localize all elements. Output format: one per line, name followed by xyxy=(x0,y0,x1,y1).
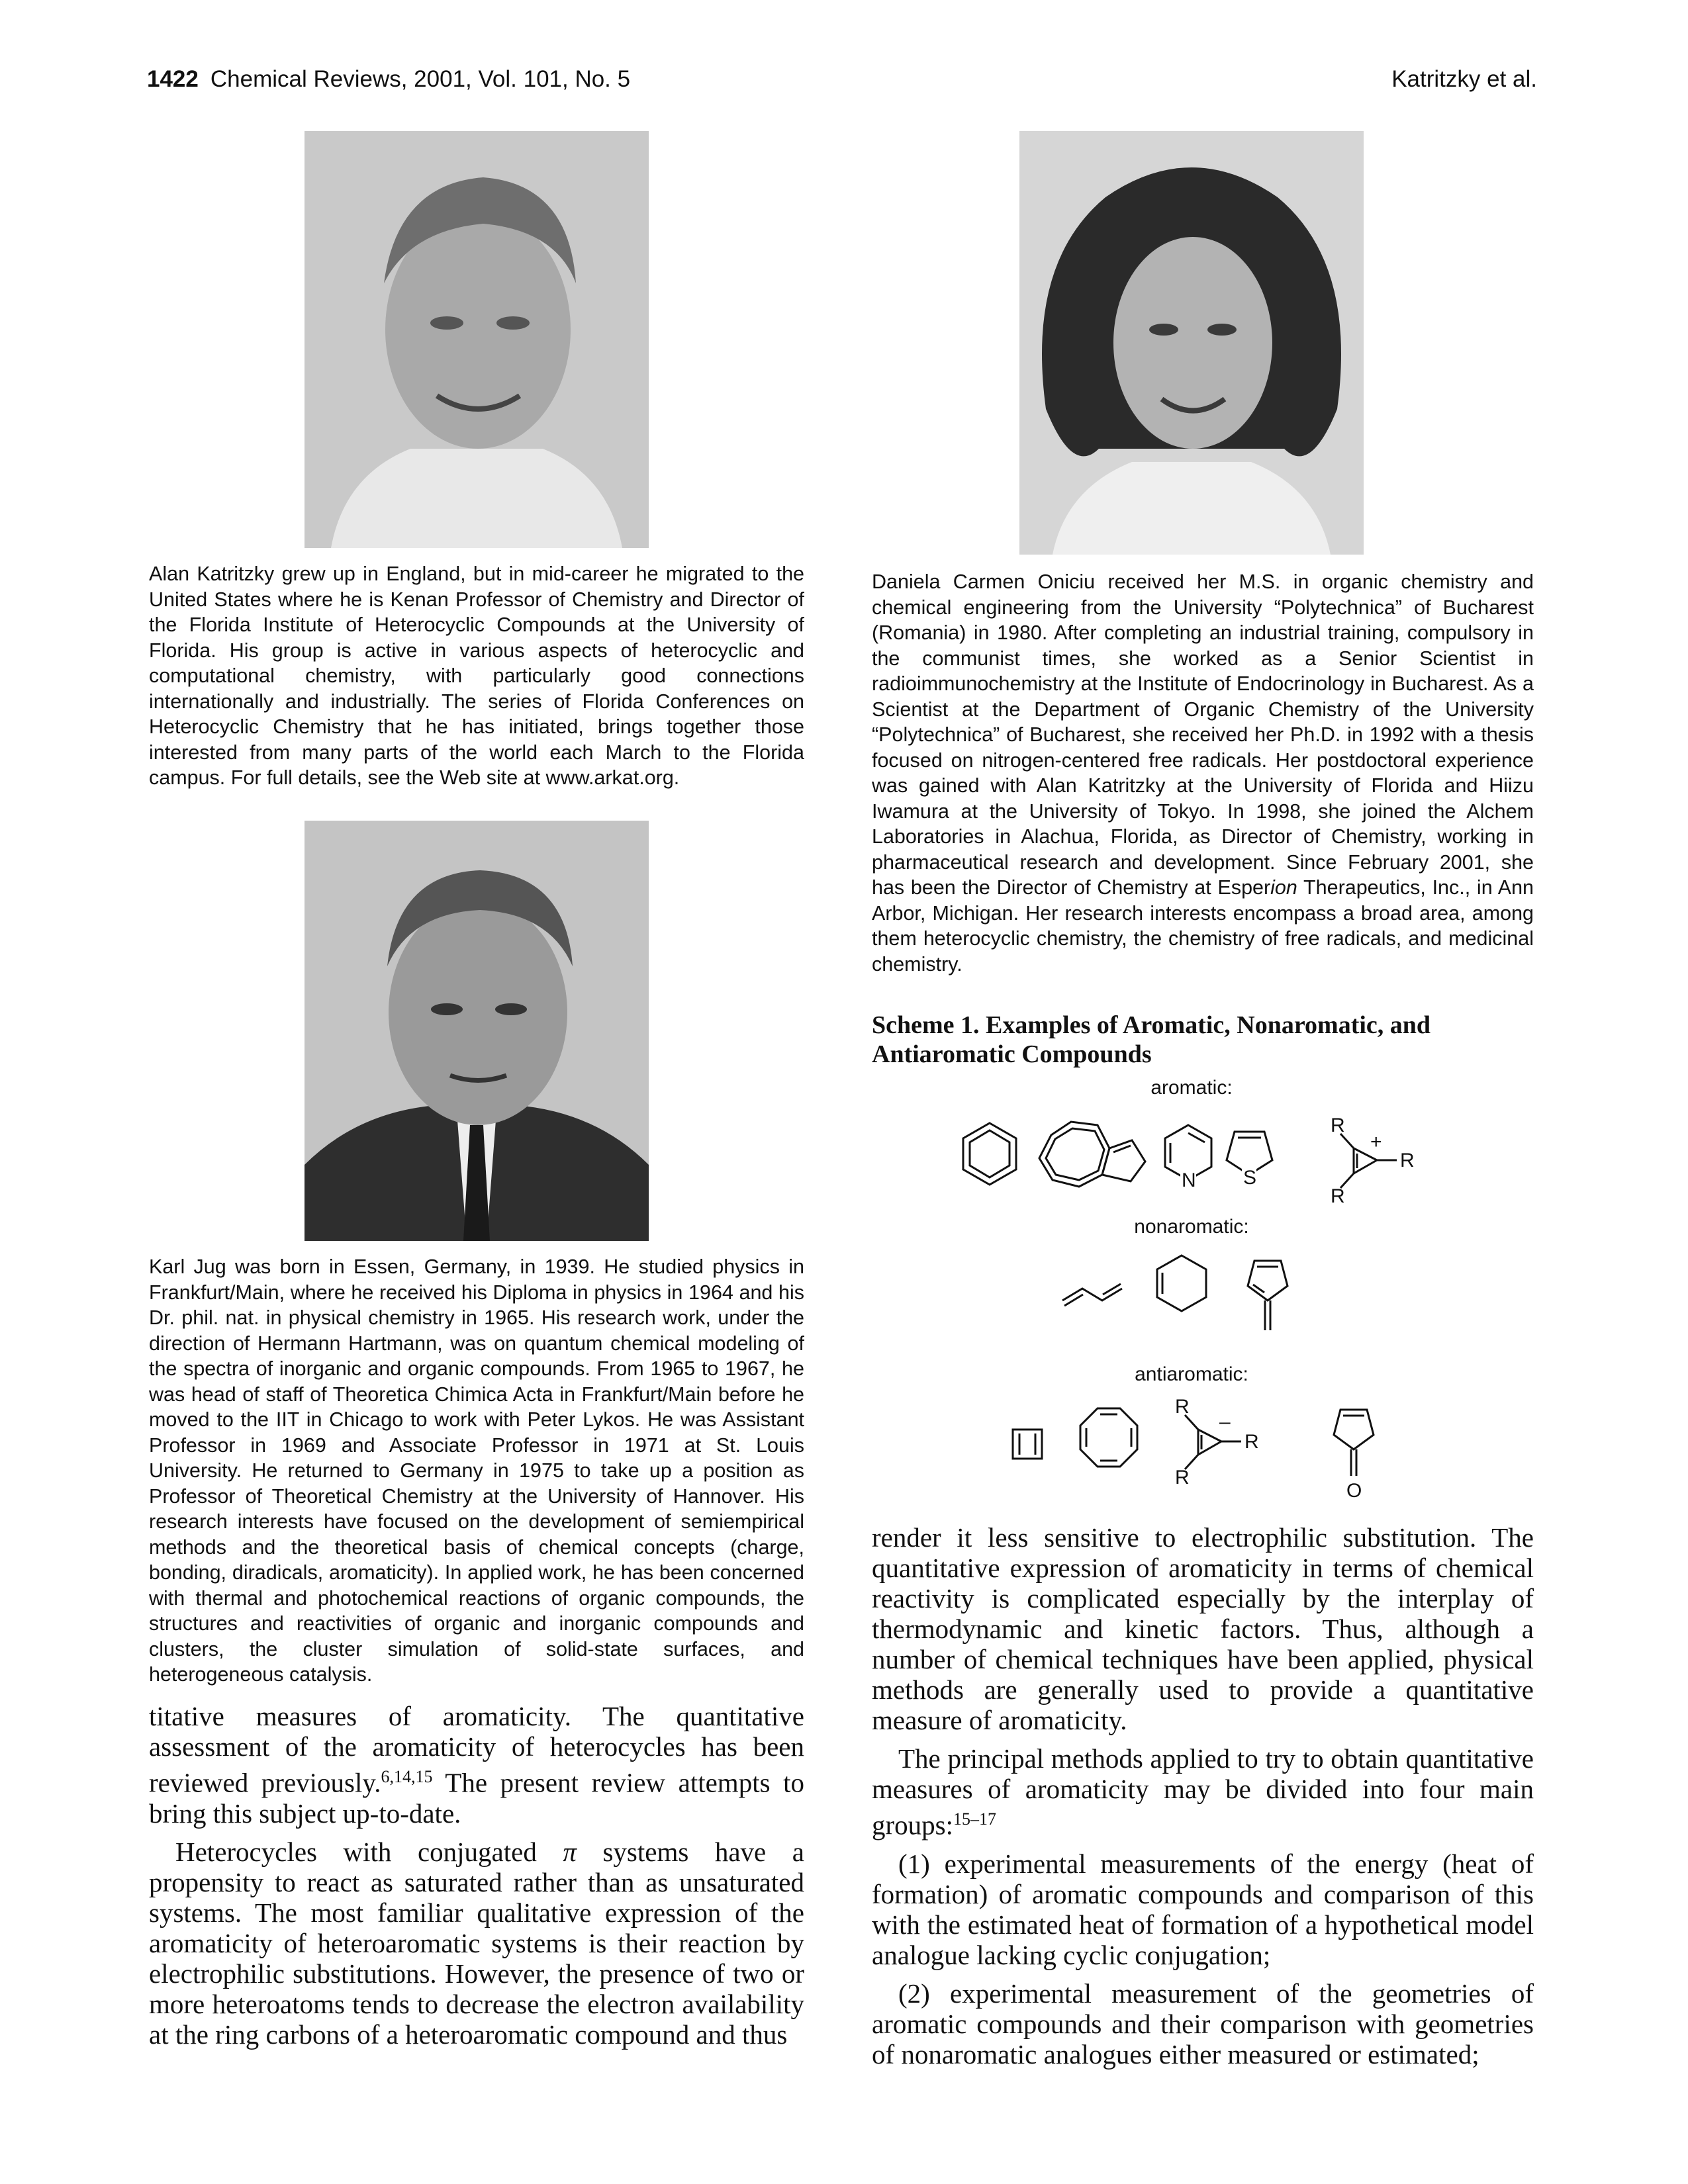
butadiene-structure xyxy=(1062,1284,1122,1306)
body-left-paragraph-1: titative measures of aromaticity. The quantitative assessment of the aromaticity of heterocycles has been reviewed previously.$^{6,14,15}$ The present review attempts to bring this subject up-to-date. xyxy=(149,1701,804,1829)
jug-photo xyxy=(305,821,649,1241)
benzene-structure xyxy=(963,1123,1016,1185)
substituent-r2: R xyxy=(1400,1150,1415,1171)
substituent-r3: R xyxy=(1331,1185,1345,1207)
body-right-paragraph-3: (1) experimental measurements of the energy (heat of formation) of aromatic compounds and comparison of this with the estimated heat of formation of a hypothetical model analogue lacking cyclic conjugation; xyxy=(872,1848,1534,1970)
substituent-r1: R xyxy=(1331,1115,1345,1136)
running-header-left xyxy=(147,66,630,93)
fulvene-structure xyxy=(1248,1261,1288,1330)
nonaromatic-row xyxy=(1053,1248,1331,1347)
body-right-paragraph-1: render it less sensitive to electrophilic substitution. The quantitative expression of aromaticity in terms of chemical reactivity is complicated especially by the interplay of thermodynamic and kinetic factors. Thus, although a number of chemical techniques have been applied, physical methods are generally used to provide a quantitative measure of aromaticity. xyxy=(872,1522,1534,1735)
oniciu-bio: Daniela Carmen Oniciu received her M.S. in organic chemistry and chemical engineering from the University “Polytechnica” of Bucharest (Romania) in 1980. After completing an industrial training, compulsory in the communist times, she worked as a Senior Scientist in radioimmunochemistry at the Institute of Endocrinology in Bucharest. As a Scientist at the Department of Organic Chemistry of the University “Polytechnica” of Bucharest, she received her Ph.D. in 1992 with a thesis focused on nitrogen-centered free radicals. Her postdoctoral experience was gained with Alan Katritzky at the University of Florida and Hiizu Iwamura at the University of Tokyo. In 1998, she joined the Alchem Laboratories in Alachua, Florida, as Director of Chemistry, working in pharmaceutical research and development. Since February 2001, she has been the Director of Chemistry at Esperion Therapeutics, Inc., in Ann Arbor, Michigan. Her research interests encompass a broad area, among them heterocyclic chemistry, the chemistry of free radicals, and medicinal chemistry. xyxy=(872,570,1534,976)
company-italic: ion xyxy=(1270,876,1297,899)
cyclopropenium-structure xyxy=(1340,1134,1397,1188)
cyclopentadienone-structure xyxy=(1334,1410,1374,1476)
running-header-authors: Katritzky et al. xyxy=(1391,66,1537,92)
atom-nitrogen: N xyxy=(1182,1169,1196,1191)
label-aromatic: aromatic: xyxy=(1150,1077,1233,1099)
cyclooctatetraene-structure xyxy=(1080,1408,1137,1467)
charge-plus: + xyxy=(1370,1131,1382,1153)
body-right-column xyxy=(872,1522,1534,2077)
anion-substituent-r2: R xyxy=(1244,1431,1259,1453)
azulene-structure xyxy=(1039,1122,1145,1187)
atom-sulfur: S xyxy=(1243,1167,1257,1189)
scheme-title: Scheme 1. Examples of Aromatic, Nonaromatic, and Antiaromatic Compounds xyxy=(872,1011,1431,1068)
cyclohexene-structure xyxy=(1157,1255,1206,1311)
anion-substituent-r1: R xyxy=(1175,1396,1190,1418)
katritzky-photo xyxy=(305,131,649,548)
body-right-paragraph-2: The principal methods applied to try to obtain quantitative measures of aromaticity may be divided into four main groups:$^{15-17}$ xyxy=(872,1743,1534,1841)
label-antiaromatic: antiaromatic: xyxy=(1135,1363,1248,1385)
cyclopropenyl-anion-structure xyxy=(1185,1415,1241,1469)
atom-oxygen: O xyxy=(1346,1480,1362,1502)
anion-substituent-r3: R xyxy=(1175,1467,1190,1488)
body-left-column xyxy=(149,1701,804,2058)
jug-bio: Karl Jug was born in Essen, Germany, in 1939. He studied physics in Frankfurt/Main, where he received his Diploma in physics in 1964 and his Dr. phil. nat. in physical chemistry in 1965. His research work, under the direction of Hermann Hartmann, was on quantum chemical modeling of the spectra of inorganic and organic compounds. From 1965 to 1967, he was head of staff of Theoretica Chimica Acta in Frankfurt/Main before he moved to the IIT in Chicago to work with Peter Lykos. He was Assistant Professor in 1969 and Associate Professor in 1971 at St. Louis University. He returned to Germany in 1975 to take up a position as Professor of Theoretical Chemistry at the University of Hannover. His research interests have focused on the development of semiempirical methods and the theoretical basis of chemical concepts (charge, bonding, diradicals, aromaticity). In applied work, he has been concerned with thermal and photochemical reactions of organic compounds, the structures and reactivities of organic and inorganic compounds and clusters, the cluster simulation of solid-state surfaces, and heterogeneous catalysis. xyxy=(149,1255,804,1686)
page-number: 1422 xyxy=(147,66,199,92)
cyclobutadiene-structure xyxy=(1013,1430,1042,1459)
oniciu-photo xyxy=(1019,131,1364,555)
pi-symbol: π xyxy=(563,1836,577,1867)
body-right-paragraph-4: (2) experimental measurement of the geometries of aromatic compounds and their comparison with geometries of nonaromatic analogues either measured or estimated; xyxy=(872,1978,1534,2070)
body-left-paragraph-2: Heterocycles with conjugated π systems have a propensity to react as saturated rather than as unsaturated systems. The most familiar qualitative expression of the aromaticity of heteroaromatic systems is their reaction by electrophilic substitutions. However, the presence of two or more heteroatoms tends to decrease the electron availability at the ring carbons of a heteroaromatic compound and thus xyxy=(149,1836,804,2050)
aromatic-row xyxy=(953,1109,1456,1221)
citation-refs: 6,14,15 xyxy=(381,1767,433,1786)
journal-citation: Chemical Reviews, 2001, Vol. 101, No. 5 xyxy=(210,66,631,92)
katritzky-bio: Alan Katritzky grew up in England, but in mid-career he migrated to the United States where he is Kenan Professor of Chemistry and Director of the Florida Institute of Heterocyclic Compounds at the University of Florida. His group is active in various aspects of heterocyclic and computational chemistry, with particularly good connections internationally and industrially. The series of Florida Conferences on Heterocyclic Chemistry that he has initiated, brings together those interested from many parts of the world each March to the Florida campus. For full details, see the Web site at www.arkat.org. xyxy=(149,563,804,789)
antiaromatic-row xyxy=(1006,1390,1417,1509)
charge-minus: – xyxy=(1219,1411,1231,1433)
label-nonaromatic: nonaromatic: xyxy=(1134,1216,1249,1238)
citation-refs-2: 15–17 xyxy=(953,1809,996,1829)
